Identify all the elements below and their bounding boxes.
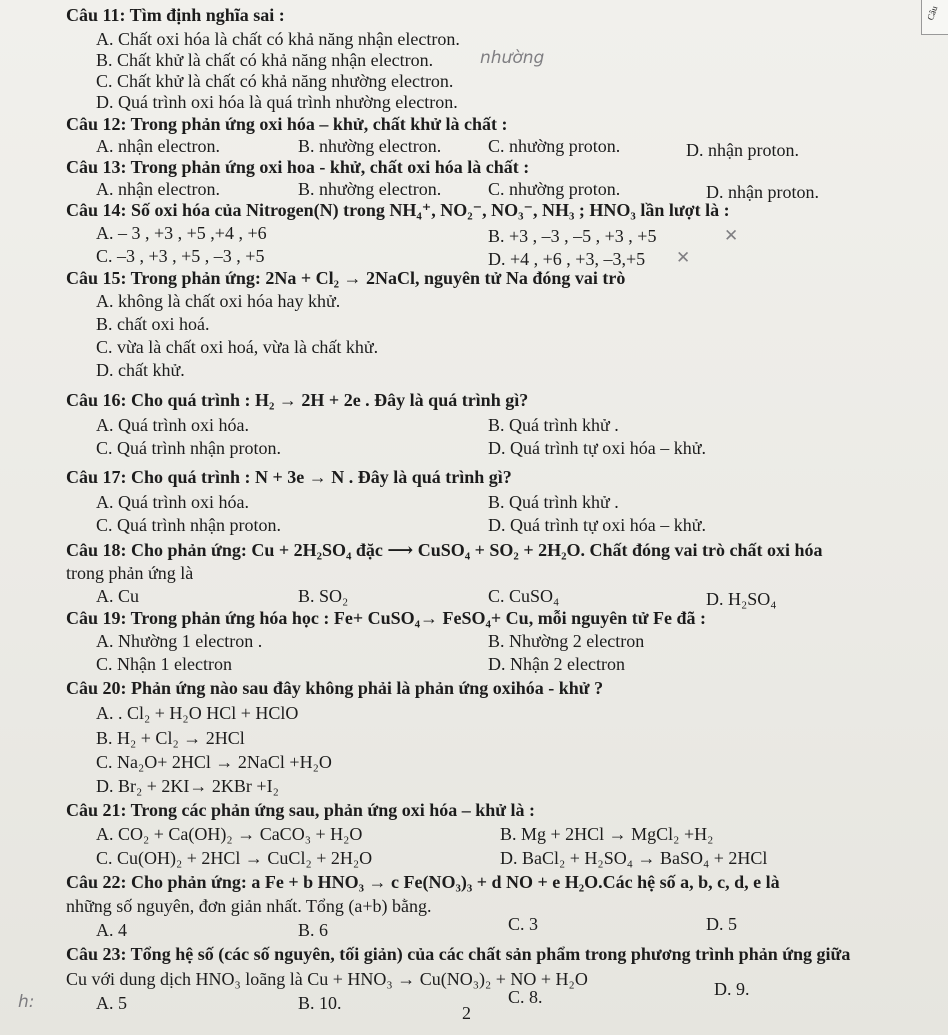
answer-option: B. Quá trình khử . <box>488 492 619 512</box>
answer-option: B. Chất khử là chất có khả năng nhận electron. <box>96 50 434 70</box>
question-text: Câu 11: Tìm định nghĩa sai : <box>66 5 285 25</box>
answer-option: A. Quá trình oxi hóa. <box>96 492 249 512</box>
next-page-corner <box>921 0 948 35</box>
page-number: 2 <box>462 1003 471 1023</box>
pencil-mark: ✕ <box>676 248 691 268</box>
answer-option: A. nhận electron. <box>96 179 220 199</box>
answer-option: D. 9. <box>714 979 750 999</box>
answer-option: C. nhường proton. <box>488 136 621 156</box>
question-text: Câu 22: Cho phản ứng: a Fe + b HNO₃ → c Fe(NO₃)₃ + d NO + e H₂O.Các hệ số a, b, c, d, e là <box>66 872 780 892</box>
question-text: Câu 12: Trong phản ứng oxi hóa – khử, chất khử là chất : <box>66 114 508 134</box>
answer-option: B. Nhường 2 electron <box>488 631 645 651</box>
answer-option: A. CO₂ + Ca(OH)₂ → CaCO₃ + H₂O <box>96 824 363 844</box>
question-text: Câu 21: Trong các phản ứng sau, phản ứng oxi hóa – khử là : <box>66 800 536 820</box>
answer-option: D. +4 , +6 , +3, –3,+5 <box>488 249 646 269</box>
answer-option: A. nhận electron. <box>96 136 220 156</box>
answer-option: D. BaCl₂ + H₂SO₄ → BaSO₄ + 2HCl <box>500 848 768 868</box>
answer-option: C. –3 , +3 , +5 , –3 , +5 <box>96 246 265 266</box>
answer-option: D. chất khử. <box>96 360 185 380</box>
question-text: Câu 13: Trong phản ứng oxi hoa - khử, chất oxi hóa là chất : <box>66 157 530 177</box>
answer-option: C. vừa là chất oxi hoá, vừa là chất khử. <box>96 337 379 357</box>
answer-option: C. CuSO₄ <box>488 586 560 606</box>
answer-option: A. Nhường 1 electron . <box>96 631 263 651</box>
answer-option: B. SO₂ <box>298 586 349 606</box>
answer-option: C. Cu(OH)₂ + 2HCl → CuCl₂ + 2H₂O <box>96 848 373 868</box>
answer-option: D. nhận proton. <box>686 140 799 160</box>
answer-option: D. Br₂ + 2KI→ 2KBr +I₂ <box>96 776 279 796</box>
answer-option: C. Nhận 1 electron <box>96 654 232 674</box>
answer-option: B. 10. <box>298 993 342 1013</box>
answer-option: A. 4 <box>96 920 127 940</box>
answer-option: A. . Cl₂ + H₂O HCl + HClO <box>96 703 299 723</box>
question-text: Câu 14: Số oxi hóa của Nitrogen(N) trong NH₄⁺, NO₂⁻, NO₃⁻, NH₃ ; HNO₃ lần lượt là : <box>66 200 730 220</box>
answer-option: B. nhường electron. <box>298 136 442 156</box>
answer-option: Cu với dung dịch HNO₃ loãng là Cu + HNO₃ → Cu(NO₃)₂ + NO + H₂O <box>66 969 588 989</box>
answer-option: B. H₂ + Cl₂ → 2HCl <box>96 728 245 748</box>
answer-option: C. nhường proton. <box>488 179 621 199</box>
answer-option: C. 3 <box>508 914 539 934</box>
answer-option: B. +3 , –3 , –5 , +3 , +5 <box>488 226 657 246</box>
question-text: Câu 17: Cho quá trình : N + 3e → N . Đây là quá trình gì? <box>66 467 512 487</box>
pencil-mark: h: <box>18 992 35 1012</box>
answer-option: A. Chất oxi hóa là chất có khả năng nhận electron. <box>96 29 460 49</box>
question-text: Câu 15: Trong phản ứng: 2Na + Cl₂ → 2NaCl, nguyên tử Na đóng vai trò <box>66 268 626 288</box>
answer-option: D. H₂SO₄ <box>706 589 777 609</box>
question-text: Câu 20: Phản ứng nào sau đây không phải là phản ứng oxihóa - khử ? <box>66 678 604 698</box>
answer-option: B. Mg + 2HCl → MgCl₂ +H₂ <box>500 824 714 844</box>
answer-option: B. chất oxi hoá. <box>96 314 210 334</box>
question-text: Câu 16: Cho quá trình : H₂ → 2H + 2e . Đây là quá trình gì? <box>66 390 529 410</box>
pencil-mark: ✕ <box>724 226 739 246</box>
answer-option: D. Quá trình tự oxi hóa – khử. <box>488 438 706 458</box>
answer-option: C. 8. <box>508 987 543 1007</box>
question-text: Câu 23: Tổng hệ số (các số nguyên, tối giản) của các chất sản phẩm trong phương trình phản ứng giữa <box>66 944 851 964</box>
question-text: Câu 18: Cho phản ứng: Cu + 2H₂SO₄ đặc ⟶ CuSO₄ + SO₂ + 2H₂O. Chất đóng vai trò chất oxi hóa <box>66 540 823 560</box>
answer-option: D. Nhận 2 electron <box>488 654 625 674</box>
answer-option: D. Quá trình oxi hóa là quá trình nhường electron. <box>96 92 458 112</box>
answer-option: C. Quá trình nhận proton. <box>96 515 281 535</box>
question-text: Câu 19: Trong phản ứng hóa học : Fe+ CuSO₄→ FeSO₄+ Cu, mỗi nguyên tử Fe đã : <box>66 608 706 628</box>
answer-option: A. – 3 , +3 , +5 ,+4 , +6 <box>96 223 267 243</box>
answer-option: B. 6 <box>298 920 329 940</box>
answer-option: A. không là chất oxi hóa hay khử. <box>96 291 341 311</box>
margin-note: Câu <box>925 4 940 22</box>
answer-option: D. 5 <box>706 914 737 934</box>
answer-option: C. Quá trình nhận proton. <box>96 438 281 458</box>
answer-option: A. Quá trình oxi hóa. <box>96 415 249 435</box>
pencil-mark: nhường <box>480 48 545 68</box>
answer-option: D. Quá trình tự oxi hóa – khử. <box>488 515 706 535</box>
answer-option: A. Cu <box>96 586 140 606</box>
answer-option: những số nguyên, đơn giản nhất. Tổng (a+b) bằng. <box>66 896 432 916</box>
answer-option: C. Chất khử là chất có khả năng nhường electron. <box>96 71 454 91</box>
answer-option: C. Na₂O+ 2HCl → 2NaCl +H₂O <box>96 752 332 772</box>
answer-option: B. nhường electron. <box>298 179 442 199</box>
answer-option: A. 5 <box>96 993 127 1013</box>
answer-option: trong phản ứng là <box>66 563 194 583</box>
answer-option: D. nhận proton. <box>706 182 819 202</box>
answer-option: B. Quá trình khử . <box>488 415 619 435</box>
